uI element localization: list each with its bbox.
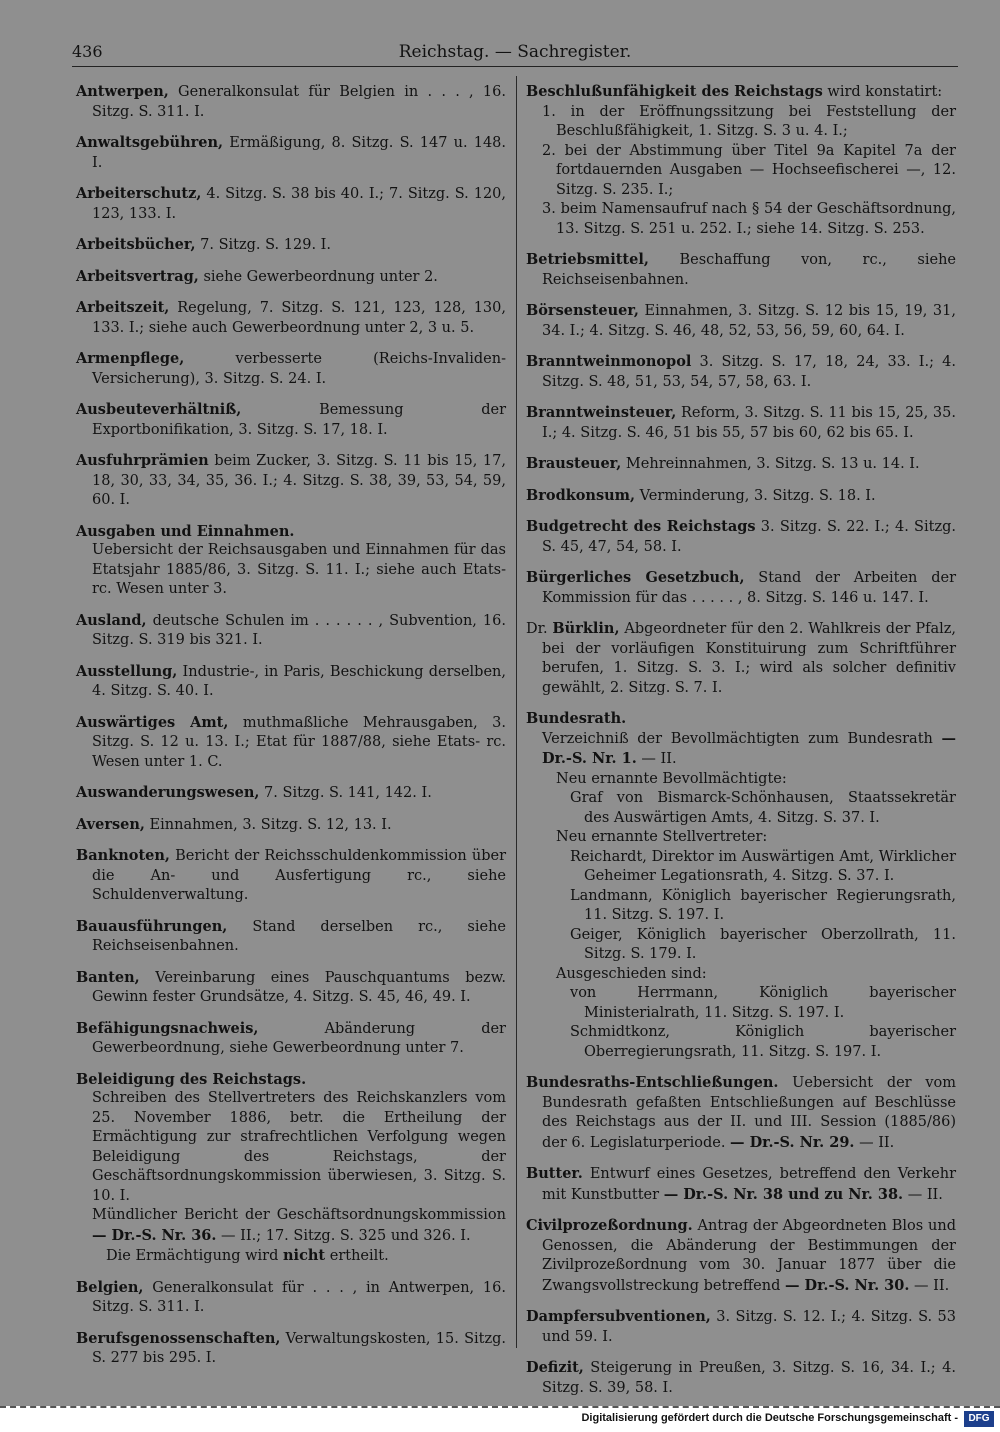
entry-heading: Ausgaben und Einnahmen. — [76, 522, 295, 540]
entry-text: Entwurf eines Gesetzes, betreffend den Verkehr mit Kunstbutter — [542, 1166, 956, 1203]
entry-heading: Arbeitsbücher, — [76, 236, 196, 253]
index-entry — [76, 968, 506, 1008]
entry-text-part: — II. — [636, 751, 677, 767]
entry-subheading: Ausgeschieden sind: — [556, 965, 707, 982]
entry-text — [92, 1206, 506, 1246]
index-entry — [76, 815, 506, 836]
entry-text: Uebersicht der vom Bundesrath gefaßten Entschließungen auf Beschlüsse des Reichstags aus der II. und III. Session (1885/86) der 6. Legislaturperiode. — [542, 1075, 956, 1151]
index-entry — [76, 400, 506, 440]
document-reference: — Dr.-S. Nr. 38 und zu Nr. 38. — [663, 1185, 904, 1203]
entry-text: Vereinbarung eines Pauschquantums bezw. Gewinn fester Grundsätze, 4. Sitzg. S. 45, 46, 49. I. — [92, 969, 506, 1005]
entry-text: deutsche Schulen im . . . . . . , Subvention, 16. Sitzg. S. 319 bis 321. I. — [92, 612, 506, 648]
entry-text-part: — II. — [903, 1186, 943, 1203]
entry-heading: Anwaltsgebühren, — [76, 134, 224, 151]
entry-heading: Arbeitsvertrag, — [76, 267, 199, 285]
entry-text: Industrie-, in Paris, Beschickung derselben, 4. Sitzg. S. 40. I. — [92, 663, 506, 699]
entry-text: Stand derselben rc., siehe Reichseisenbahnen. — [92, 918, 506, 954]
document-reference: — Dr.-S. Nr. 1. — [542, 729, 956, 767]
entry-subheading: Neu ernannte Bevollmächtigte: — [556, 770, 787, 787]
index-entry — [526, 403, 956, 443]
index-entry — [526, 1358, 956, 1398]
title-prefix: Dr. — [526, 621, 553, 637]
entry-heading: Banten, — [76, 968, 140, 986]
entry-text: Stand der Arbeiten der Kommission für das . . . . . , 8. Sitzg. S. 146 u. 147. I. — [542, 570, 957, 606]
entry-text: Beschaffung von, rc., siehe Reichseisenbahnen. — [542, 252, 956, 288]
entry-heading: Banknoten, — [76, 847, 170, 864]
entry-text: Generalkonsulat für Belgien in . . . , 16. Sitzg. S. 311. I. — [92, 84, 506, 120]
entry-heading: Betriebsmittel, — [526, 251, 649, 268]
entry-subitem: 1. in der Eröffnungssitzung bei Feststellung der Beschlußfähigkeit, 1. Sitzg. S. 3 u. 4. I.; — [542, 103, 956, 139]
entry-heading: Brausteuer, — [526, 455, 622, 472]
index-entry — [526, 517, 956, 557]
index-entry — [76, 1019, 506, 1059]
entry-heading: Ausland, — [76, 611, 147, 629]
entry-heading: Auswanderungswesen, — [76, 784, 260, 801]
entry-heading: Civilprozeßordnung. — [526, 1217, 693, 1234]
entry-text-part: Mündlicher Bericht der Geschäftsordnungskommission — [92, 1207, 506, 1223]
entry-text: verbesserte (Reichs-Invaliden-Versicherung), 3. Sitzg. S. 24. I. — [92, 351, 506, 387]
index-entry — [526, 82, 956, 239]
entry-text: Einnahmen, 3. Sitzg. S. 12, 13. I. — [144, 816, 392, 833]
entry-heading: Butter. — [526, 1165, 583, 1182]
entry-heading: Ausbeuteverhältniß, — [76, 401, 242, 418]
entry-text: Einnahmen, 3. Sitzg. S. 12 bis 15, 19, 31, 34. I.; 4. Sitzg. S. 46, 48, 52, 53, 56, 59, 60, 64. I. — [542, 303, 956, 339]
index-entry — [526, 301, 956, 341]
index-entry — [76, 349, 506, 389]
emphasis: nicht — [283, 1247, 326, 1264]
index-entry — [76, 1329, 506, 1369]
entry-text: Antrag der Abgeordneten Blos und Genossen, die Abänderung der Bestimmungen der Zivilprozeßordnung vom 30. Januar 1877 über die Zwangsvollstreckung betreffend — [542, 1218, 956, 1294]
entry-text: Regelung, 7. Sitzg. S. 121, 123, 128, 130, 133. I.; siehe auch Gewerbeordnung unter 2, 3 u. 5. — [92, 300, 506, 336]
dfg-logo[interactable]: DFG — [964, 1411, 994, 1427]
entry-subitem: von Herrmann, Königlich bayerischer Ministerialrath, 11. Sitzg. S. 197. I. — [570, 985, 956, 1021]
entry-subitem: Graf von Bismarck-Schönhausen, Staatssekretär des Auswärtigen Amts, 4. Sitzg. S. 37. I. — [570, 790, 956, 826]
entry-heading: Beleidigung des Reichstags. — [76, 1070, 307, 1088]
entry-subitem: 2. bei der Abstimmung über Titel 9a Kapitel 7a der fortdauernden Ausgaben — Hochseefischerei —, 12. Sitzg. S. 235. I.; — [542, 142, 956, 198]
page-number: 436 — [72, 42, 103, 61]
entry-text: Abgeordneter für den 2. Wahlkreis der Pfalz, bei der vorläufigen Konstituirung zum Schriftführer berufen, 1. Sitzg. S. 3. I.; wird als solcher definitiv gewählt, 2. Sitzg. S. 7. I. — [542, 621, 956, 696]
entry-text: 4. Sitzg. S. 38 bis 40. I.; 7. Sitzg. S. 120, 123, 133. I. — [92, 186, 506, 222]
entry-text: 7. Sitzg. S. 141, 142. I. — [259, 785, 432, 801]
entry-text-part: Die Ermächtigung wird — [106, 1248, 284, 1264]
index-entry — [76, 846, 506, 906]
entry-heading: Bauausführungen, — [76, 917, 228, 935]
entry-subitem: Reichardt, Direktor im Auswärtigen Amt, Wirklicher Geheimer Legationsrath, 4. Sitzg. S. 37. I. — [570, 848, 956, 884]
funding-notice: Digitalisierung gefördert durch die Deutsche Forschungsgemeinschaft - — [581, 1412, 958, 1424]
entry-text-part: Verzeichniß der Bevollmächtigten zum Bundesrath — [542, 730, 942, 747]
entry-heading: Branntweinsteuer, — [526, 404, 677, 421]
document-reference: — Dr.-S. Nr. 36. — [92, 1226, 217, 1244]
index-entry — [76, 451, 506, 511]
page-header — [72, 40, 958, 67]
index-entry — [76, 267, 506, 288]
entry-text: Schreiben des Stellvertreters des Reichskanzlers vom 25. November 1886, betr. die Ertheilung der Ermächtigung zur strafrechtlichen Verfolgung wegen Beleidigung des Reichstags, der Geschäftsordnungskommission überwiesen, 3. Sitzg. S. 10. I. — [92, 1090, 506, 1204]
entry-subheading: Neu ernannte Stellvertreter: — [556, 829, 768, 845]
entry-text: Verwaltungskosten, 15. Sitzg. S. 277 bis 295. I. — [92, 1330, 506, 1366]
left-column — [76, 82, 506, 1380]
index-entry — [526, 619, 956, 698]
document-reference: — Dr.-S. Nr. 30. — [784, 1276, 910, 1294]
entry-text: Ermäßigung, 8. Sitzg. S. 147 u. 148. I. — [92, 135, 506, 171]
index-entry — [526, 1073, 956, 1153]
index-entry — [76, 184, 506, 224]
entry-text: Bericht der Reichsschuldenkommission über die An- und Ausfertigung rc., siehe Schuldenverwaltung. — [92, 848, 506, 903]
index-entry — [526, 486, 956, 507]
entry-text: beim Zucker, 3. Sitzg. S. 11 bis 15, 17, 18, 30, 33, 34, 35, 36. I.; 4. Sitzg. S. 38, 39, 53, 54, 59, 60. I. — [92, 453, 506, 508]
index-entry — [76, 522, 506, 600]
entry-heading: Bundesrath. — [526, 710, 627, 727]
entry-heading: Bürklin, — [552, 620, 620, 637]
entry-heading: Bürgerliches Gesetzbuch, — [526, 569, 745, 586]
index-entry — [76, 133, 506, 173]
index-entry — [526, 1307, 956, 1347]
entry-heading: Auswärtiges Amt, — [76, 713, 229, 731]
index-entry — [76, 1070, 506, 1267]
entry-heading: Arbeitszeit, — [76, 299, 170, 316]
entry-text-part: — II.; 17. Sitzg. S. 325 und 326. I. — [216, 1227, 471, 1244]
entry-heading: Antwerpen, — [76, 83, 169, 100]
entry-heading: Dampfersubventionen, — [526, 1308, 711, 1325]
index-entry — [526, 1216, 956, 1296]
entry-subitem: 3. beim Namensaufruf nach § 54 der Geschäftsordnung, 13. Sitzg. S. 251 u. 252. I.; siehe 14. Sitzg. S. 253. — [542, 201, 956, 237]
entry-text — [542, 729, 956, 770]
entry-heading: Armenpflege, — [76, 350, 185, 367]
index-entry — [76, 82, 506, 122]
entry-text: 7. Sitzg. S. 129. I. — [195, 237, 332, 253]
right-column — [526, 82, 956, 1409]
entry-heading: Beschlußunfähigkeit des Reichstags — [526, 83, 823, 100]
entry-text: wird konstatirt: — [822, 84, 943, 100]
entry-heading: Brodkonsum, — [526, 486, 636, 504]
entry-text-part: — II. — [854, 1134, 895, 1151]
entry-subitem: Schmidtkonz, Königlich bayerischer Oberregierungsrath, 11. Sitzg. S. 197. I. — [570, 1024, 956, 1060]
index-entry — [76, 1278, 506, 1318]
entry-text: Abänderung der Gewerbeordnung, siehe Gewerbeordnung unter 7. — [92, 1020, 506, 1056]
entry-heading: Aversen, — [76, 815, 145, 833]
index-entry — [526, 568, 956, 608]
entry-heading: Branntweinmonopol — [526, 353, 692, 370]
index-entry — [76, 662, 506, 702]
entry-text: Generalkonsulat für . . . , in Antwerpen, 16. Sitzg. S. 311. I. — [92, 1279, 506, 1315]
entry-text: siehe Gewerbeordnung unter 2. — [198, 268, 438, 285]
entry-heading: Berufsgenossenschaften, — [76, 1329, 281, 1347]
entry-text: 3. Sitzg. S. 17, 18, 24, 33. I.; 4. Sitzg. S. 48, 51, 53, 54, 57, 58, 63. I. — [542, 354, 956, 390]
entry-heading: Belgien, — [76, 1278, 144, 1296]
index-entry — [76, 235, 506, 256]
entry-text: Uebersicht der Reichsausgaben und Einnahmen für das Etatsjahr 1885/86, 3. Sitzg. S. 11. I.; siehe auch Etats- rc. Wesen unter 3. — [92, 542, 506, 597]
index-entry — [76, 917, 506, 957]
entry-text: muthmaßliche Mehrausgaben, 3. Sitzg. S. 12 u. 13. I.; Etat für 1887/88, siehe Etats- rc. Wesen unter 1. C. — [92, 714, 507, 770]
entry-text: 3. Sitzg. S. 22. I.; 4. Sitzg. S. 45, 47, 54, 58. I. — [542, 519, 956, 555]
entry-text: Steigerung in Preußen, 3. Sitzg. S. 16, 34. I.; 4. Sitzg. S. 39, 58. I. — [542, 1360, 956, 1396]
entry-text: 3. Sitzg. S. 12. I.; 4. Sitzg. S. 53 und 59. I. — [542, 1309, 956, 1345]
index-entry — [76, 713, 506, 773]
entry-subitem: Landmann, Königlich bayerischer Regierungsrath, 11. Sitzg. S. 197. I. — [570, 887, 956, 923]
index-entry — [526, 454, 956, 475]
entry-text: Bemessung der Exportbonifikation, 3. Sitzg. S. 17, 18. I. — [92, 402, 506, 438]
footer-bar — [0, 1406, 1000, 1432]
entry-text-part: — II. — [909, 1277, 950, 1294]
entry-heading: Ausstellung, — [76, 662, 178, 680]
running-title: Reichstag. — Sachregister. — [398, 42, 632, 62]
entry-heading: Arbeiterschutz, — [76, 185, 202, 202]
entry-heading: Befähigungsnachweis, — [76, 1019, 259, 1037]
column-divider — [516, 76, 517, 1348]
index-entry — [76, 611, 506, 651]
index-entry — [526, 709, 956, 1062]
index-entry — [76, 783, 506, 804]
entry-text: Verminderung, 3. Sitzg. S. 18. I. — [635, 487, 876, 504]
index-entry — [526, 352, 956, 392]
entry-heading: Defizit, — [526, 1359, 584, 1376]
entry-heading: Ausfuhrprämien — [76, 452, 209, 469]
entry-heading: Börsensteuer, — [526, 302, 639, 319]
entry-heading: Bundesraths-Entschließungen. — [526, 1074, 779, 1091]
entry-text — [92, 1246, 506, 1267]
index-entry — [76, 298, 506, 338]
entry-text: Reform, 3. Sitzg. S. 11 bis 15, 25, 35. I.; 4. Sitzg. S. 46, 51 bis 55, 57 bis 60, 62 bis 65. I. — [542, 405, 956, 441]
entry-heading: Budgetrecht des Reichstags — [526, 518, 756, 535]
entry-subitem: Geiger, Königlich bayerischer Oberzollrath, 11. Sitzg. S. 179. I. — [570, 926, 956, 962]
index-entry — [526, 250, 956, 290]
entry-text: Mehreinnahmen, 3. Sitzg. S. 13 u. 14. I. — [621, 456, 920, 472]
document-reference: — Dr.-S. Nr. 29. — [730, 1133, 855, 1151]
entry-text-part: ertheilt. — [325, 1248, 389, 1264]
index-entry — [526, 1164, 956, 1205]
